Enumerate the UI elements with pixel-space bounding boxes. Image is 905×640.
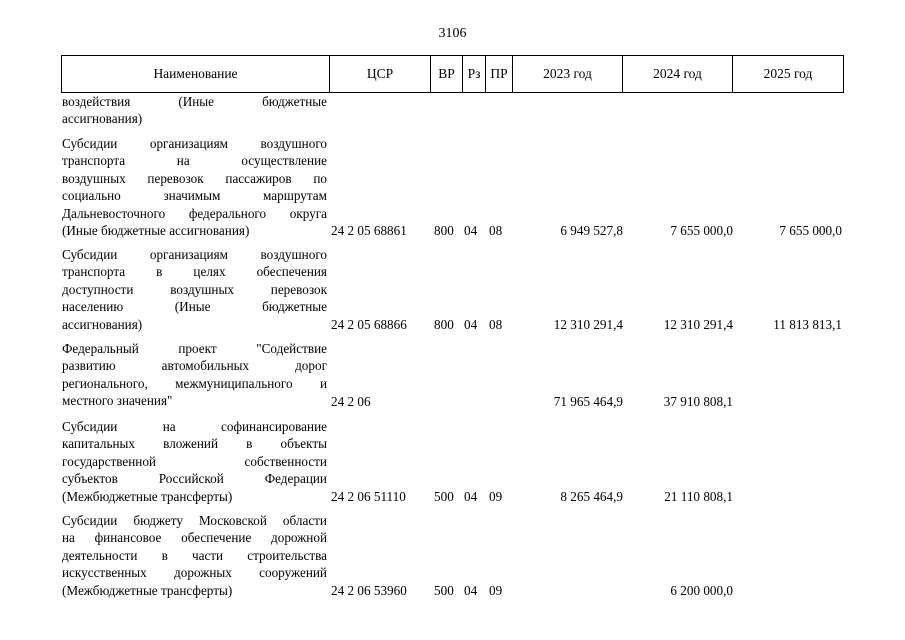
row-name-line: Субсидии организациям воздушного	[62, 136, 327, 151]
row-pr: 08	[489, 317, 503, 332]
row-name	[62, 512, 327, 599]
row-name-line: ассигнования)	[62, 316, 143, 332]
row-name-line: доступности воздушных перевозок	[62, 281, 327, 297]
row-name-line: (Иные бюджетные ассигнования)	[62, 223, 250, 239]
row-vr: 500	[434, 489, 454, 504]
row-name	[62, 340, 327, 410]
header-2023: 2023 год	[513, 56, 623, 93]
page-number: 3106	[438, 26, 467, 41]
row-2024: 37 910 808,1	[663, 394, 733, 409]
row-csr: 24 2 05 68861	[331, 223, 407, 238]
row-name	[62, 246, 327, 333]
row-2024: 6 200 000,0	[670, 583, 733, 598]
row-name-line: регионального, межмуниципального и	[62, 375, 327, 391]
row-2023: 12 310 291,4	[553, 317, 623, 332]
table-header	[61, 55, 844, 93]
row-name-line: (Межбюджетные трансферты)	[62, 488, 233, 504]
row-vr: 800	[434, 317, 454, 332]
header-rz: Рз	[463, 56, 486, 93]
row-2024: 12 310 291,4	[663, 317, 733, 332]
row-pr: 09	[489, 583, 503, 598]
row-name-line: транспорта в целях обеспечения	[62, 264, 327, 280]
row-name-line: искусственных дорожных сооружений	[62, 565, 327, 581]
header-pr: ПР	[486, 56, 513, 93]
header-2024: 2024 год	[623, 56, 733, 93]
row-name	[62, 93, 327, 128]
row-vr: 500	[434, 583, 454, 598]
row-2024: 21 110 808,1	[664, 489, 733, 504]
row-2025: 11 813 813,1	[773, 317, 842, 332]
row-name	[62, 135, 327, 239]
row-name-line: капитальных вложений в объекты	[62, 436, 327, 452]
row-pr: 09	[489, 489, 503, 504]
row-name-line: (Межбюджетные трансферты)	[62, 582, 233, 598]
row-name-line: Субсидии организациям воздушного	[62, 247, 327, 262]
row-rz: 04	[464, 223, 478, 238]
row-csr: 24 2 06 53960	[331, 583, 407, 598]
row-name-line: ассигнования)	[62, 111, 143, 127]
row-csr: 24 2 06	[331, 394, 371, 409]
row-name-line: Дальневосточного федерального округа	[62, 205, 327, 221]
row-rz: 04	[464, 583, 478, 598]
row-name-line: субъектов Российской Федерации	[62, 471, 327, 487]
row-name	[62, 418, 327, 505]
row-2023: 6 949 527,8	[560, 223, 623, 238]
row-name-line: Федеральный проект "Содействие	[62, 341, 327, 356]
row-name-line: государственной собственности	[62, 453, 327, 469]
row-name-line: Субсидии бюджету Московской области	[62, 513, 327, 528]
header-vr: ВР	[431, 56, 463, 93]
row-name-line: на финансовое обеспечение дорожной	[62, 530, 327, 546]
row-name-line: развитию автомобильных дорог	[62, 358, 327, 374]
row-csr: 24 2 05 68866	[331, 317, 407, 332]
row-2023: 71 965 464,9	[553, 394, 623, 409]
row-name-line: воздействия (Иные бюджетные	[62, 94, 327, 109]
row-name-line: социально значимым маршрутам	[62, 188, 327, 204]
header-name: Наименование	[62, 56, 330, 93]
header-2025: 2025 год	[733, 56, 844, 93]
row-name-line: местного значения"	[62, 393, 173, 409]
row-name-line: транспорта на осуществление	[62, 153, 327, 169]
row-pr: 08	[489, 223, 503, 238]
row-2024: 7 655 000,0	[670, 223, 733, 238]
row-2023: 8 265 464,9	[560, 489, 623, 504]
row-csr: 24 2 06 51110	[331, 489, 406, 504]
row-rz: 04	[464, 317, 478, 332]
row-name-line: Субсидии на софинансирование	[62, 419, 327, 434]
row-name-line: населению (Иные бюджетные	[62, 299, 327, 315]
row-2025: 7 655 000,0	[779, 223, 842, 238]
header-csr: ЦСР	[330, 56, 431, 93]
row-vr: 800	[434, 223, 454, 238]
row-rz: 04	[464, 489, 478, 504]
row-name-line: деятельности в части строительства	[62, 547, 327, 563]
row-name-line: воздушных перевозок пассажиров по	[62, 170, 327, 186]
